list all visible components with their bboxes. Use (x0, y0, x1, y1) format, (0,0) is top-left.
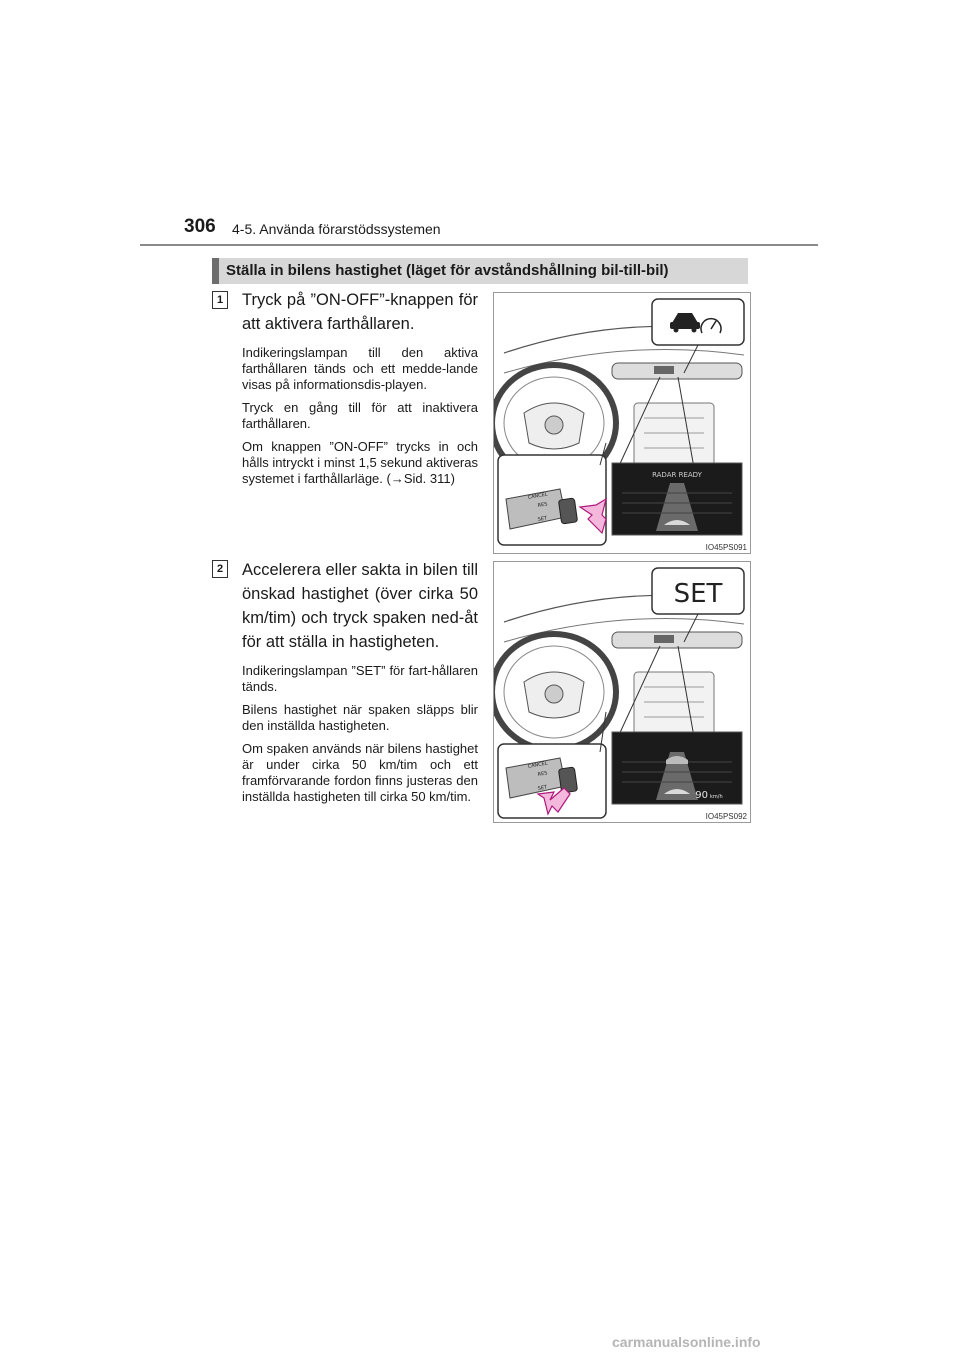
figure-step-1-illustration (494, 293, 750, 553)
step-number-1: 1 (212, 291, 228, 309)
figure-step-2-illustration (494, 562, 750, 822)
section-heading (212, 258, 748, 284)
step-2-note-1: Indikeringslampan ”SET” för fart-hållaren tänds. (242, 663, 478, 694)
lever-label-res-2: RES (537, 770, 549, 778)
section-title: 4-5. Använda förarstödssystemen (232, 221, 441, 237)
page-number: 306 (184, 216, 216, 237)
section-heading-text: Ställa in bilens hastighet (läget för avståndshållning bil-till-bil) (226, 262, 669, 279)
heading-accent (212, 258, 219, 284)
figure-step-2 (493, 561, 751, 823)
lever-label-cancel-2: CANCEL (527, 760, 549, 770)
display-radar-ready-text: RADAR READY (652, 471, 702, 479)
figure-code-2: IO45PS092 (705, 812, 747, 821)
lever-label-cancel: CANCEL (527, 491, 549, 501)
step-1-note-3: Om knappen ”ON-OFF” trycks in och hålls intryckt i minst 1,5 sekund aktiveras systemet i farthållarläge. (→Sid. 311) (242, 439, 478, 486)
step-1-title: Tryck på ”ON-OFF”-knappen för att aktivera farthållaren. (242, 291, 478, 333)
figure-step-1 (493, 292, 751, 554)
step-number-2: 2 (212, 560, 228, 578)
step-1-text (242, 288, 478, 487)
lever-label-set: SET (537, 515, 548, 523)
lever-label-set-2: SET (537, 784, 548, 792)
step-2-title: Accelerera eller sakta in bilen till önskad hastighet (över cirka 50 km/tim) och tryck spaken ned-åt för att ställa in hastigheten. (242, 561, 478, 651)
watermark: carmanualsonline.info (612, 1334, 761, 1350)
display-speed-unit: km/h (710, 794, 723, 800)
set-indicator-text: SET (673, 579, 723, 609)
step-1-note-1: Indikeringslampan till den aktiva farthållaren tänds och ett medde-lande visas på informationsdis-playen. (242, 345, 478, 392)
lever-label-res: RES (537, 501, 549, 509)
figure-code-1: IO45PS091 (705, 543, 747, 552)
header-rule (140, 244, 818, 246)
step-2-note-3: Om spaken används när bilens hastighet är under cirka 50 km/tim och ett framförvarande fordon finns justeras den inställda hastigheten till cirka 50 km/tim. (242, 741, 478, 804)
step-2-text (242, 558, 478, 805)
step-2-note-2: Bilens hastighet när spaken släpps blir den inställda hastigheten. (242, 702, 478, 733)
display-speed-value: 90 (695, 790, 708, 801)
step-1-note-2: Tryck en gång till för att inaktivera farthållaren. (242, 400, 478, 431)
